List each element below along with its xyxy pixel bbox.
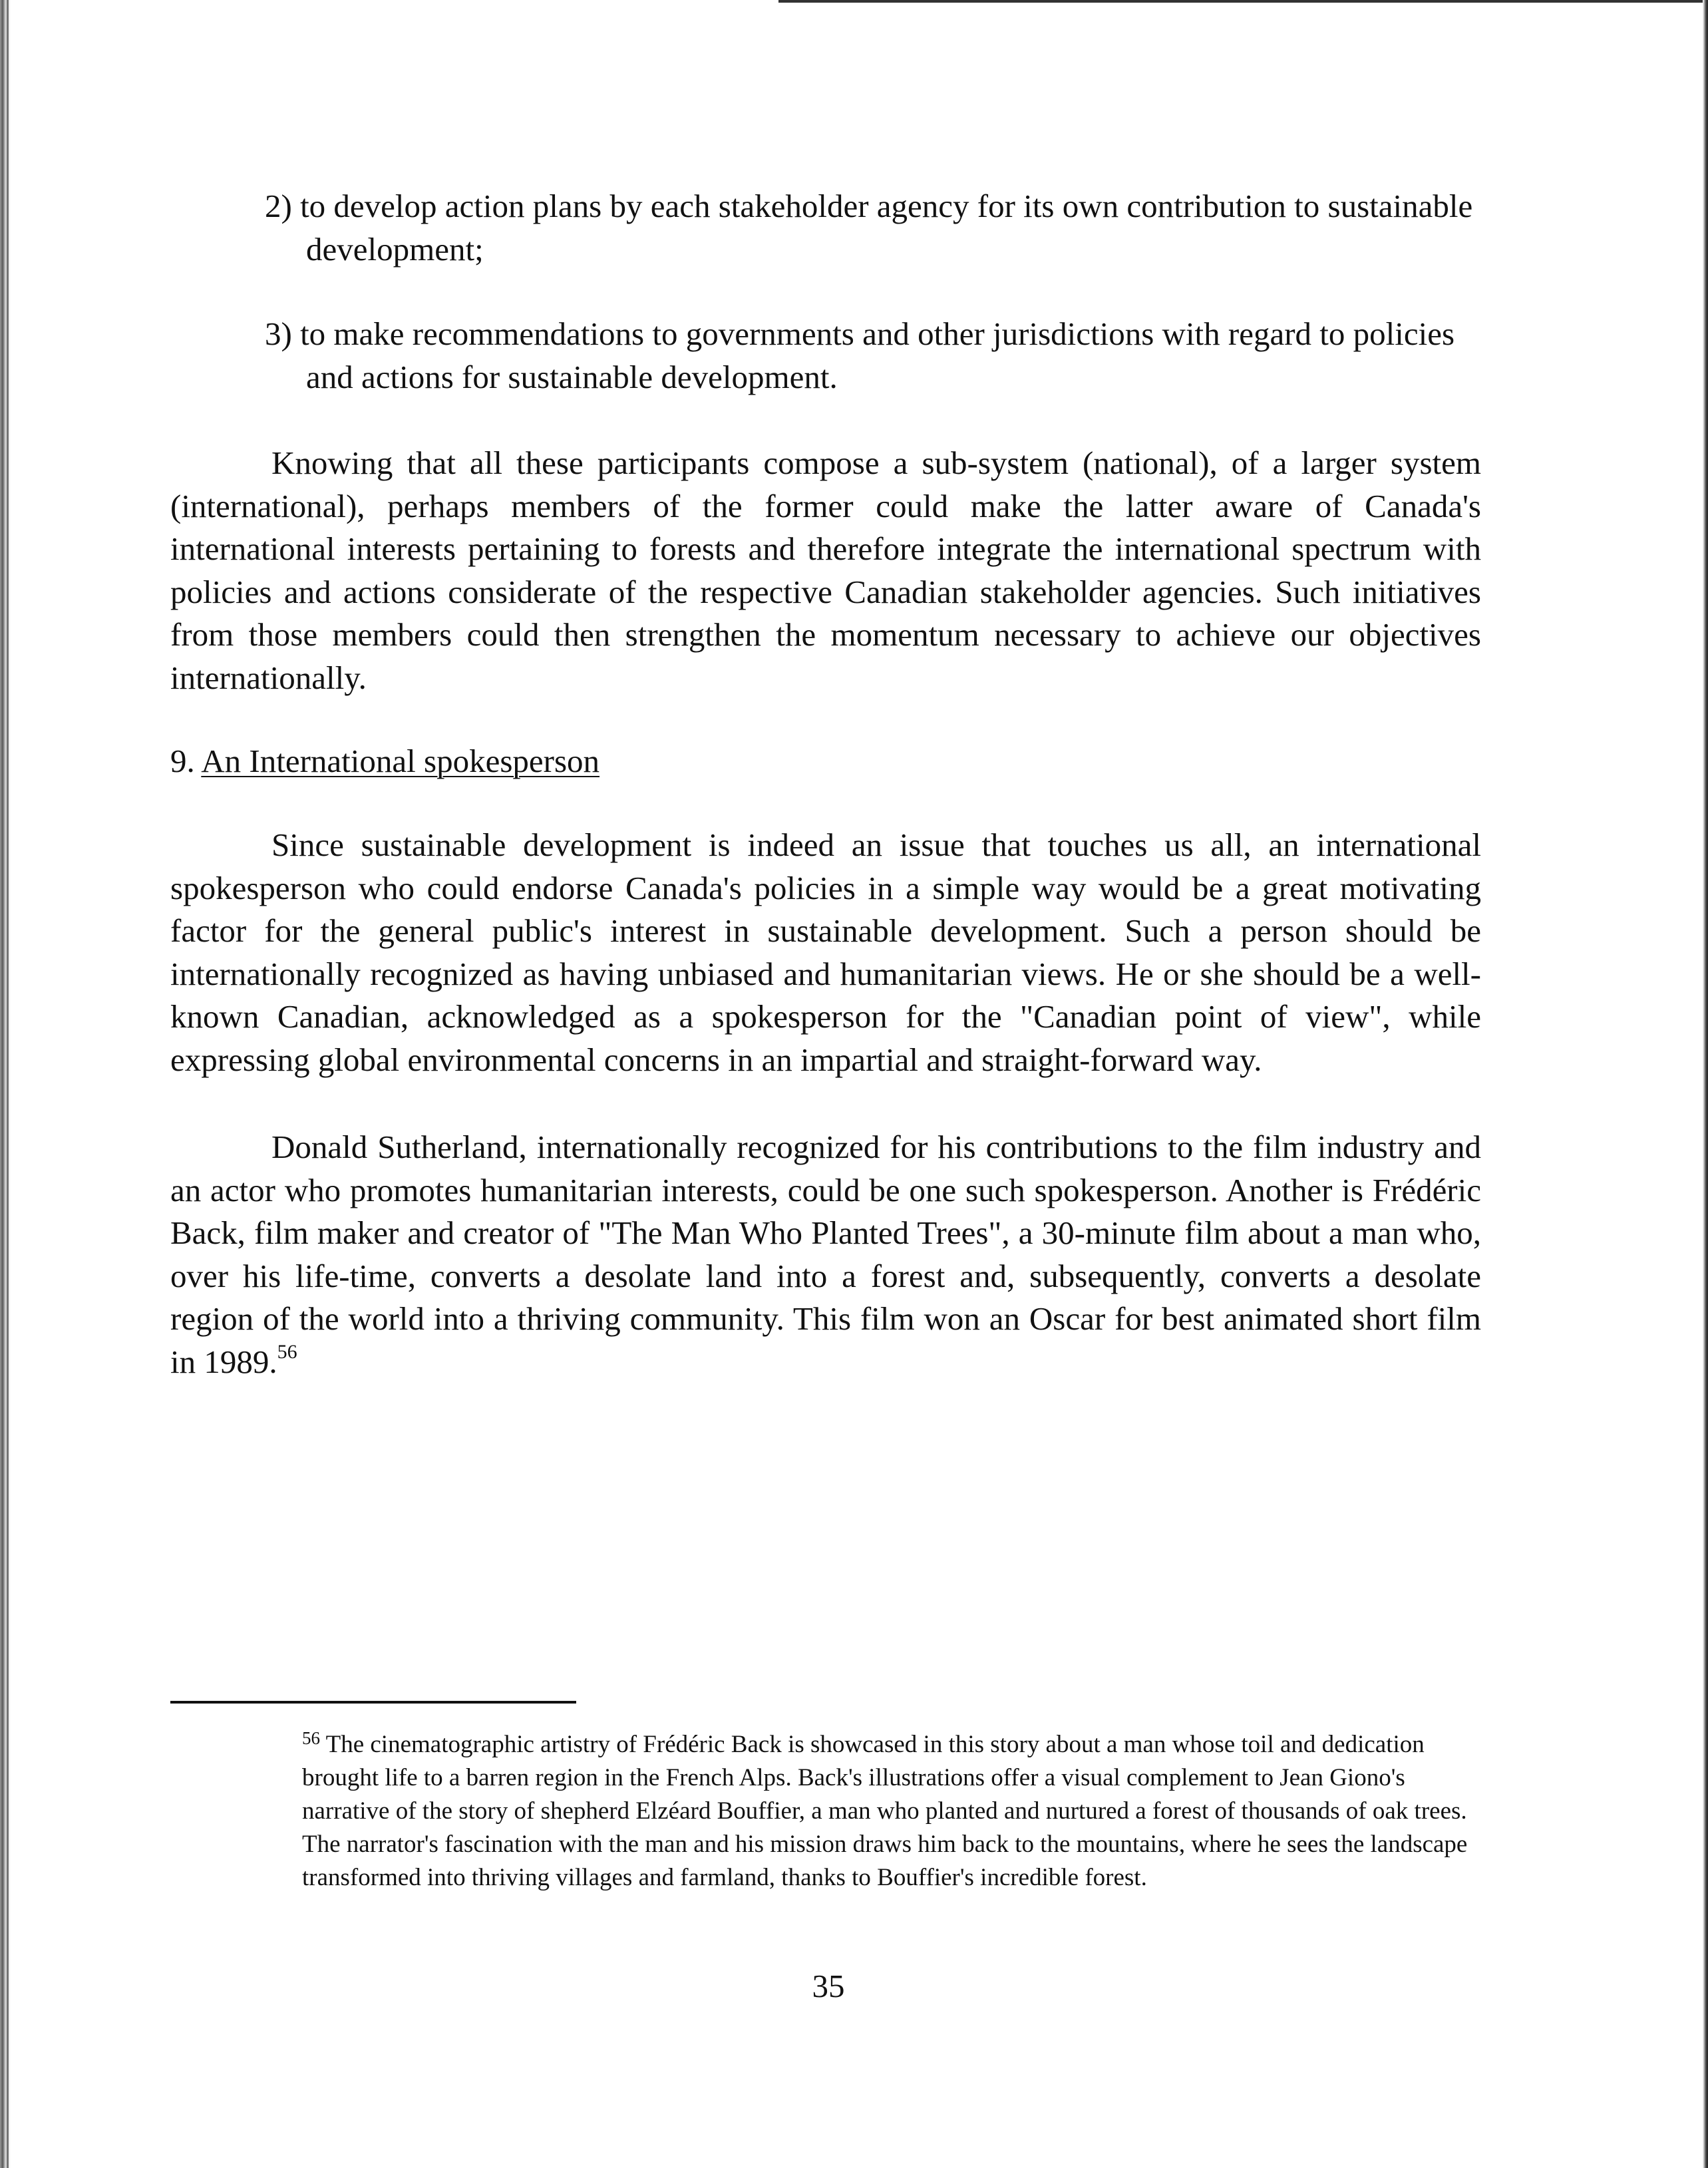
list-item-2: 2) to develop action plans by each stakeholder agency for its own contribution to sustainable development; [265,188,1473,268]
scan-right-edge [1703,0,1708,2168]
paragraph-participants: Knowing that all these participants compose a sub-system (national), of a larger system (international), perhaps members of the former could make the latter aware of Canada's international interests pertaining to forests and therefore integrate the international spectrum with policies and actions considerate of the respective Canadian stakeholder agencies. Such initiatives from those members could then strengthen the momentum necessary to achieve our objectives internationally. [170,445,1481,696]
footnote-divider [170,1701,576,1704]
footnote [302,1728,1480,1895]
paragraph-sutherland [170,1126,1481,1383]
footnote-text: The cinematographic artistry of Frédéric Back is showcased in this story about a man whose toil and dedication brought life to a barren region in the French Alps. Back's illustrations offer a visual complement to Jean Giono's narrative of the story of shepherd Elzéard Bouffier, a man who planted and nurtured a forest of thousands of oak trees. The narrator's fascination with the man and his mission draws him back to the mountains, where he sees the landscape transformed into thriving villages and farmland, thanks to Bouffier's incredible forest. [302,1731,1468,1891]
footnote-number: 56 [302,1728,320,1748]
footnote-reference: 56 [277,1340,297,1363]
scan-left-edge [0,0,11,2168]
page-number: 35 [812,1968,845,2004]
paragraph-spokesperson: Since sustainable development is indeed an issue that touches us all, an international spokesperson who could endorse Canada's policies in a simple way would be a great motivating factor for the general public's interest in sustainable development. Such a person should be internationally recognized as having unbiased and humanitarian views. He or she should be a well-known Canadian, acknowledged as a spokesperson for the "Canadian point of view", while expressing global environmental concerns in an impartial and straight-forward way. [170,826,1481,1078]
section-heading-number: 9. [170,743,195,779]
list-item-3: 3) to make recommendations to governments and other jurisdictions with regard to policies and actions for sustainable development. [265,315,1455,395]
section-heading [170,740,599,783]
scan-left-line [7,0,9,2168]
section-heading-title: An International spokesperson [201,743,600,779]
paragraph-sutherland-text: Donald Sutherland, internationally recognized for his contributions to the film industry and an actor who promotes humanitarian interests, could be one such spokesperson. Another is Frédéric Back, film maker and creator of "The Man Who Planted Trees", a 30-minute film about a man who, over his life-time, converts a desolate land into a forest and, subsequently, converts a desolate region of the world into a thriving community. This film won an Oscar for best animated short film in 1989. [170,1129,1481,1380]
scan-top-edge [778,0,1708,3]
